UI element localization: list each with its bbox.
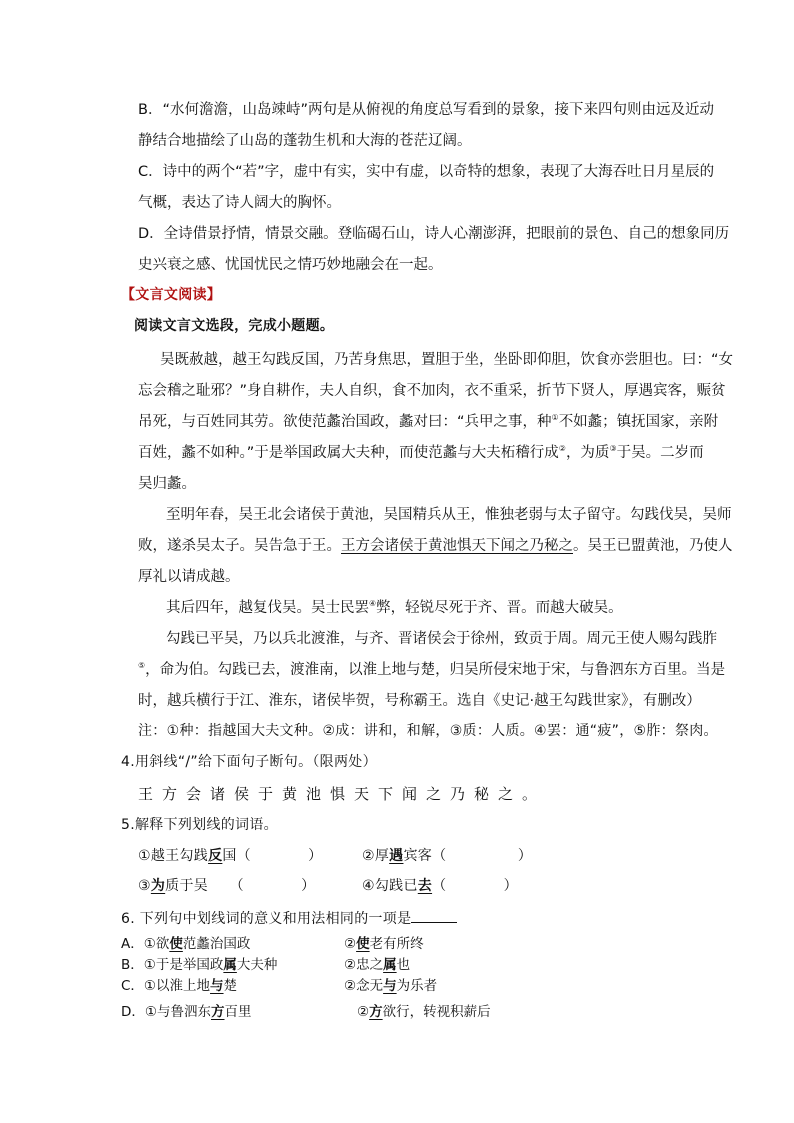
q5-item-1-b: 国（ ） xyxy=(222,848,323,864)
option-d-line1: D．全诗借景抒情，情景交融。登临碣石山，诗人心潮澎湃，把眼前的景色、自己的想象同历 xyxy=(138,226,730,242)
p1-line2: 忘会稽之耻邪？”身自耕作，夫人自织，食不加肉，衣不重采，折节下贤人，厚遇宾客，赈贫 xyxy=(138,383,726,399)
q5-item-4-word: 去 xyxy=(417,878,433,894)
passage-paragraph-3 xyxy=(138,593,710,624)
p1-line1: 吴既赦越，越王勾践反国，乃苦身焦思，置胆于坐，坐卧即仰胆，饮食亦尝胆也。曰：“女 xyxy=(160,352,734,368)
q6-option-a2 xyxy=(344,935,424,953)
option-c-line2: 气概，表达了诗人阔大的胸怀。 xyxy=(138,195,341,211)
q6-d1-post: 百里 xyxy=(224,1004,252,1020)
q6-stem-text: 6. 下列句中划线词的意义和用法相同的一项是 xyxy=(121,911,412,927)
p4-line1: 勾践已平吴，乃以兵北渡淮，与齐、晋诸侯会于徐州，致贡于周。周元王使人赐勾践胙 xyxy=(166,631,717,647)
q5-stem: 5.解释下列划线的词语。 xyxy=(121,817,278,833)
q6-b2-pre: ②忠之 xyxy=(344,957,384,973)
note-ref-4: ④ xyxy=(369,599,377,609)
passage-paragraph-2 xyxy=(138,500,733,593)
p2-line2-a: 败，遂杀吴太子。吴告急于王。 xyxy=(138,538,341,554)
q6-b1-word: 属 xyxy=(223,957,237,973)
passage-paragraph-4 xyxy=(138,624,726,717)
option-d-line2: 史兴衰之感、忧国忧民之情巧妙地融会在一起。 xyxy=(138,257,443,273)
p4-line2-b: ，命为伯。勾践已去，渡淮南，以淮上地与楚，归吴所侵宋地于宋，与鲁泗东方百里。当是 xyxy=(145,662,726,678)
q6-a1-post: 范蠡治国政 xyxy=(182,936,251,952)
q6-b1-pre: B．①于是举国政 xyxy=(121,957,224,973)
q6-b2-post: 也 xyxy=(396,957,411,973)
p1-line4-c: 于吴。二岁而 xyxy=(616,445,704,461)
p4-line3: 时，越兵横行于江、淮东，诸侯毕贺，号称霸王。选自《史记·越王勾践世家》，有删改） xyxy=(138,693,701,709)
q4-stem: 4.用斜线“/”给下面句子断句。（限两处） xyxy=(121,754,377,770)
q5-item-4-b: （ ） xyxy=(432,878,518,894)
p1-line3 xyxy=(138,407,719,438)
option-c xyxy=(138,157,715,219)
p4-line2 xyxy=(138,655,726,686)
p1-line4-a: 百姓，蠡不如种。”于是举国政属大夫种，而使范蠡与大夫柘稽行成 xyxy=(138,445,559,461)
q6-a2-pre: ② xyxy=(344,936,357,952)
footnotes: 注：①种：指越国大夫文种。②成：讲和，和解，③质：人质。④罢：通“疲”，⑤胙：祭肉。 xyxy=(138,723,718,739)
q5-item-2-a: ②厚 xyxy=(362,848,390,864)
q6-c2-word: 与 xyxy=(383,978,397,994)
note-ref-2: ② xyxy=(558,444,566,454)
q6-d1-word: 方 xyxy=(211,1004,225,1020)
q6-b1-post: 大夫种 xyxy=(236,957,278,973)
q6-b2-word: 属 xyxy=(383,957,397,973)
q4-sentence: 王方会诸侯于黄池惧天下闻之乃秘之。 xyxy=(138,785,547,803)
p2-line3: 厚礼以请成越。 xyxy=(138,569,240,585)
note-ref-1: ① xyxy=(551,413,559,423)
option-b-line2: 静结合地描绘了山岛的蓬勃生机和大海的苍茫辽阔。 xyxy=(138,133,472,149)
p1-line4 xyxy=(138,438,710,469)
q5-item-3-a: ③ xyxy=(138,878,151,894)
p1-line3-b: 不如蠡；镇抚国家，亲附 xyxy=(558,414,719,430)
q5-item-1-a: ①越王勾践 xyxy=(138,848,209,864)
q5-item-3-word: 为 xyxy=(150,878,166,894)
q5-item-4-a: ④勾践已 xyxy=(362,878,418,894)
q6-a1-pre: A．①欲 xyxy=(121,936,170,952)
q6-answer-blank[interactable] xyxy=(411,908,457,923)
q6-option-a1 xyxy=(121,935,250,953)
q5-item-1 xyxy=(138,846,322,866)
underlined-sentence: 王方会诸侯于黄池惧天下闻之乃秘之 xyxy=(341,538,573,554)
passage-paragraph-1 xyxy=(138,345,734,500)
q5-item-1-word: 反 xyxy=(208,848,223,864)
q6-option-b2 xyxy=(344,956,410,974)
option-c-line1: C．诗中的两个“若”字，虚中有实，实中有虚，以奇特的想象，表现了大海吞吐日月星辰的 xyxy=(138,164,715,180)
q6-d2-word: 方 xyxy=(369,1004,383,1020)
p2-line2-b: 。吴王已盟黄池，乃使人 xyxy=(573,538,733,554)
q6-stem xyxy=(121,908,457,929)
q5-item-2 xyxy=(362,846,532,866)
q6-option-c1 xyxy=(121,977,237,995)
q5-item-2-b: 宾客（ ） xyxy=(403,848,533,864)
option-d xyxy=(138,219,730,281)
q5-item-4 xyxy=(362,876,518,896)
p3-line1-b: 弊，轻锐尽死于齐、晋。而越大破吴。 xyxy=(376,600,623,616)
p3-line1 xyxy=(138,593,710,624)
q5-item-3 xyxy=(138,876,315,896)
p1-line3-a: 吊死，与百姓同其劳。欲使范蠡治国政，蠡对曰：“兵甲之事，种 xyxy=(138,414,552,430)
q6-d2-post: 欲行，转视积薪后 xyxy=(382,1004,491,1020)
note-ref-3: ③ xyxy=(609,444,617,454)
q5-item-2-word: 遇 xyxy=(389,848,404,864)
section-title: 【文言文阅读】 xyxy=(121,287,222,303)
p1-line5: 吴归蠡。 xyxy=(138,476,196,492)
q6-c2-post: 为乐者 xyxy=(396,978,438,994)
q6-c2-pre: ②念无 xyxy=(344,978,384,994)
q6-c1-word: 与 xyxy=(210,978,224,994)
option-b xyxy=(138,95,714,157)
q6-a1-word: 使 xyxy=(169,936,183,952)
q6-option-c2 xyxy=(344,977,437,995)
option-b-line1: B．“水何澹澹，山岛竦峙”两句是从俯视的角度总写看到的景象，接下来四句则由远及近动 xyxy=(138,102,714,118)
q6-c1-pre: C．①以淮上地 xyxy=(121,978,211,994)
note-ref-5: ⑤ xyxy=(138,661,146,671)
q6-option-d2 xyxy=(357,1003,491,1021)
instruction: 阅读文言文选段，完成小题题。 xyxy=(134,318,335,334)
q6-c1-post: 楚 xyxy=(223,978,238,994)
p3-line1-a: 其后四年，越复伐吴。吴士民罢 xyxy=(166,600,369,616)
q6-option-b1 xyxy=(121,956,277,974)
q6-a2-post: 老有所终 xyxy=(369,936,424,952)
p2-line1: 至明年春，吴王北会诸侯于黄池，吴国精兵从王，惟独老弱与太子留守。勾践伐吴，吴师 xyxy=(166,507,732,523)
p2-line2 xyxy=(138,531,733,562)
q6-d1-pre: D．①与鲁泗东 xyxy=(121,1004,211,1020)
q6-d2-pre: ② xyxy=(357,1004,370,1020)
q5-item-3-b: 质于吴 （ ） xyxy=(165,878,316,894)
q6-option-d1 xyxy=(121,1003,252,1021)
q6-a2-word: 使 xyxy=(356,936,370,952)
p1-line4-b: ，为质 xyxy=(565,445,610,461)
